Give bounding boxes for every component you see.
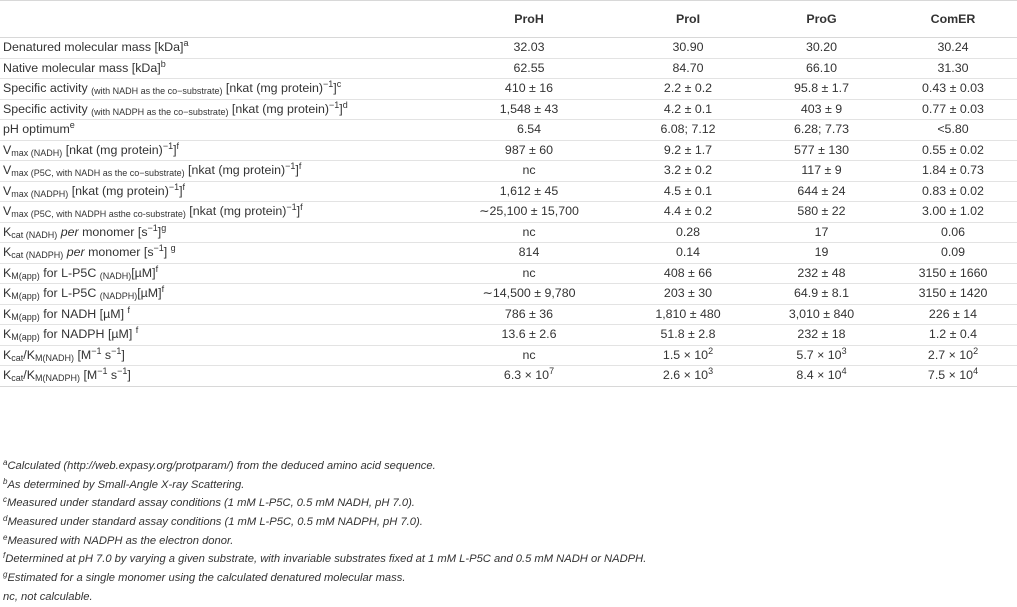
footnotes (3, 457, 1003, 607)
table-row (0, 58, 1017, 79)
row-label: pH optimum$^e$ (0, 120, 436, 141)
row-label: $K_{M(app)}$ for L-P5C $_{(NADPH)}[\mu M]^f$ (0, 284, 436, 305)
value-cell: 580 ± 22 (754, 202, 889, 223)
value-cell: 30.20 (754, 38, 889, 59)
value-cell: 0.55 ± 0.02 (889, 140, 1017, 161)
value-cell: nc (436, 263, 622, 284)
value-cell: 32.03 (436, 38, 622, 59)
value-cell: 814 (436, 243, 622, 264)
value-cell: 0.06 (889, 222, 1017, 243)
value-cell: 0.14 (622, 243, 754, 264)
table-body (0, 38, 1017, 387)
value-cell: $7.5 \times 10^4$ (889, 366, 1017, 387)
value-cell: 232 ± 48 (754, 263, 889, 284)
value-cell: 644 ± 24 (754, 181, 889, 202)
row-label: $K_{M(app)}$ for L-P5C $_{(NADH)}[\mu M]^f$ (0, 263, 436, 284)
row-label: $V_{max (P5C, with NADPH asthe co-substrate)}$ [nkat (mg protein)$^{-1}$]$^f$ (0, 202, 436, 223)
value-cell: 95.8 ± 1.7 (754, 79, 889, 100)
row-label: Specific activity $_{(with NADH as the co-substrate)}$ [nkat (mg protein)$^{-1}$]$^c$ (0, 79, 436, 100)
value-cell: 6.28; 7.73 (754, 120, 889, 141)
header-row (0, 1, 1017, 38)
value-cell: <5.80 (889, 120, 1017, 141)
value-cell: $2.7 \times 10^2$ (889, 345, 1017, 366)
value-cell: 1,612 ± 45 (436, 181, 622, 202)
value-cell: 403 ± 9 (754, 99, 889, 120)
value-cell: ∼25,100 ± 15,700 (436, 202, 622, 223)
row-label: $K_{cat}/K_{M(NADH)}$ [$M^{-1}$ $s^{-1}$] (0, 345, 436, 366)
value-cell: 987 ± 60 (436, 140, 622, 161)
value-cell: 203 ± 30 (622, 284, 754, 305)
table-row (0, 263, 1017, 284)
row-label: Specific activity $_{(with NADPH as the co-substrate)}$ [nkat (mg protein)$^{-1}$]$^d$ (0, 99, 436, 120)
value-cell: 577 ± 130 (754, 140, 889, 161)
value-cell: ∼14,500 ± 9,780 (436, 284, 622, 305)
row-label: Native molecular mass [kDa]$^b$ (0, 58, 436, 79)
value-cell: 6.08; 7.12 (622, 120, 754, 141)
value-cell: nc (436, 222, 622, 243)
value-cell: 19 (754, 243, 889, 264)
table-row (0, 222, 1017, 243)
header-prog: ProG (754, 1, 889, 38)
footnote: $^e$Measured with NADPH as the electron donor. (3, 532, 234, 547)
value-cell: 9.2 ± 1.7 (622, 140, 754, 161)
table-row (0, 99, 1017, 120)
value-cell: 4.4 ± 0.2 (622, 202, 754, 223)
row-label: $K_{cat (NADH)}$ per monomer $[s^{-1}]^g$ (0, 222, 436, 243)
header-cell (0, 1, 436, 38)
value-cell: $6.3 \times 10^7$ (436, 366, 622, 387)
value-cell: nc (436, 161, 622, 182)
table-row (0, 38, 1017, 59)
value-cell: 786 ± 36 (436, 304, 622, 325)
row-label: $V_{max (P5C, with NADH as the co-substrate)}$ [nkat (mg protein)$^{-1}$]$^f$ (0, 161, 436, 182)
table-row (0, 366, 1017, 387)
value-cell: 0.09 (889, 243, 1017, 264)
value-cell: 30.90 (622, 38, 754, 59)
value-cell: 232 ± 18 (754, 325, 889, 346)
footnote: nc, not calculable. (3, 590, 93, 603)
header-proi: ProI (622, 1, 754, 38)
table-row (0, 161, 1017, 182)
table-row (0, 202, 1017, 223)
value-cell: 408 ± 66 (622, 263, 754, 284)
value-cell: 84.70 (622, 58, 754, 79)
row-label: $K_{M(app)}$ for NADPH [µM] $^f$ (0, 325, 436, 346)
value-cell: 13.6 ± 2.6 (436, 325, 622, 346)
row-label: Denatured molecular mass [kDa]$^a$ (0, 38, 436, 59)
value-cell: 3.00 ± 1.02 (889, 202, 1017, 223)
value-cell: 410 ± 16 (436, 79, 622, 100)
footnote: $^d$Measured under standard assay conditions (1 mM L-P5C, 0.5 mM NADPH, pH 7.0). (3, 514, 423, 529)
value-cell: 30.24 (889, 38, 1017, 59)
table-row (0, 304, 1017, 325)
value-cell: 3150 ± 1660 (889, 263, 1017, 284)
value-cell: 62.55 (436, 58, 622, 79)
value-cell: 0.83 ± 0.02 (889, 181, 1017, 202)
value-cell: 0.77 ± 0.03 (889, 99, 1017, 120)
value-cell: 64.9 ± 8.1 (754, 284, 889, 305)
value-cell: 1.84 ± 0.73 (889, 161, 1017, 182)
value-cell: $2.6 \times 10^3$ (622, 366, 754, 387)
table-row (0, 345, 1017, 366)
value-cell: $5.7 \times 10^3$ (754, 345, 889, 366)
value-cell: 3150 ± 1420 (889, 284, 1017, 305)
value-cell: nc (436, 345, 622, 366)
footnote: $^b$As determined by Small-Angle X-ray Scattering. (3, 476, 245, 491)
value-cell: 17 (754, 222, 889, 243)
value-cell: 6.54 (436, 120, 622, 141)
table-row (0, 181, 1017, 202)
table-row (0, 325, 1017, 346)
row-label: $K_{M(app)}$ for NADH [µM] $^f$ (0, 304, 436, 325)
table-row (0, 120, 1017, 141)
value-cell: 4.5 ± 0.1 (622, 181, 754, 202)
value-cell: 3.2 ± 0.2 (622, 161, 754, 182)
header-proh: ProH (436, 1, 622, 38)
value-cell: 0.28 (622, 222, 754, 243)
row-label: $K_{cat (NADPH)}$ per monomer $[s^{-1}]$ $^g$ (0, 243, 436, 264)
table-row (0, 243, 1017, 264)
value-cell: 31.30 (889, 58, 1017, 79)
footnote: $^c$Measured under standard assay conditions (1 mM L-P5C, 0.5 mM NADH, pH 7.0). (3, 495, 415, 510)
footnote: $^g$Estimated for a single monomer using the calculated denatured molecular mass. (3, 570, 406, 585)
header-comer: ComER (889, 1, 1017, 38)
value-cell: 51.8 ± 2.8 (622, 325, 754, 346)
footnote: $^f$Determined at pH 7.0 by varying a given substrate, with invariable substrates fixed at 1 mM L-P5C and 0.5 mM NADH or NADPH. (3, 551, 647, 566)
table-row (0, 284, 1017, 305)
value-cell: 4.2 ± 0.1 (622, 99, 754, 120)
value-cell: 226 ± 14 (889, 304, 1017, 325)
table-row (0, 140, 1017, 161)
row-label: $K_{cat}/K_{M(NADPH)}$ [$M^{-1}$ $s^{-1}$] (0, 366, 436, 387)
value-cell: $1.5 \times 10^2$ (622, 345, 754, 366)
value-cell: 0.43 ± 0.03 (889, 79, 1017, 100)
table-row (0, 79, 1017, 100)
row-label: $V_{max (NADPH)}$ [nkat (mg protein)$^{-1}$]$^f$ (0, 181, 436, 202)
value-cell: 66.10 (754, 58, 889, 79)
value-cell: 1,548 ± 43 (436, 99, 622, 120)
value-cell: 117 ± 9 (754, 161, 889, 182)
row-label: $V_{max (NADH)}$ [nkat (mg protein)$^{-1}$]$^f$ (0, 140, 436, 161)
value-cell: 3,010 ± 840 (754, 304, 889, 325)
value-cell: 2.2 ± 0.2 (622, 79, 754, 100)
footnote: $^a$Calculated (http://web.expasy.org/protparam/) from the deduced amino acid sequence. (3, 458, 436, 472)
value-cell: 1.2 ± 0.4 (889, 325, 1017, 346)
value-cell: $8.4 \times 10^4$ (754, 366, 889, 387)
value-cell: 1,810 ± 480 (622, 304, 754, 325)
